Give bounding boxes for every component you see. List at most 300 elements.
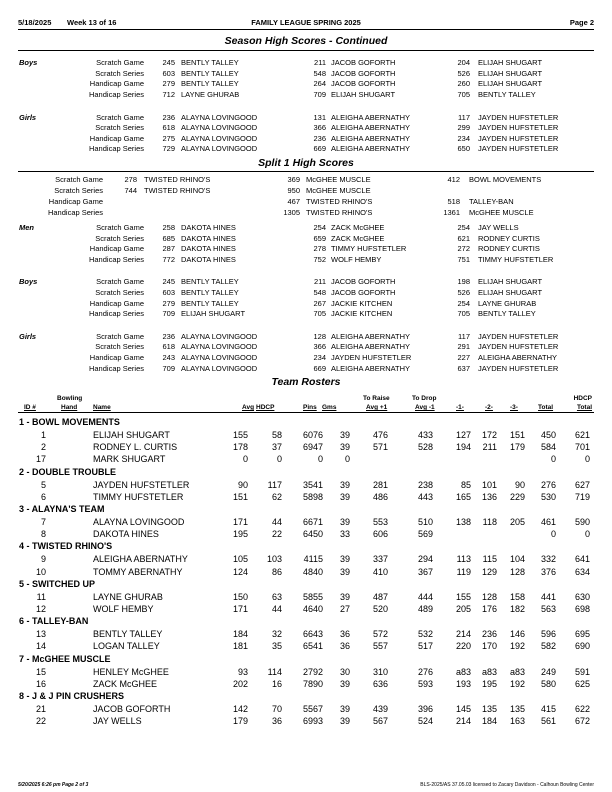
roster-value: 622 — [574, 704, 590, 714]
roster-value: 0 — [584, 529, 590, 540]
roster-value: 27 — [339, 604, 350, 614]
roster-value: 115 — [482, 554, 497, 565]
roster-value: 582 — [540, 641, 556, 652]
roster-value: 396 — [417, 704, 433, 714]
bowler-id: 1 — [40, 430, 46, 440]
team-name: BOWL MOVEMENTS — [469, 175, 542, 184]
roster-value: 113 — [456, 554, 471, 565]
roster-value: 39 — [339, 591, 350, 602]
bowler-id: 15 — [35, 666, 46, 677]
score-value: 245 — [162, 58, 175, 67]
roster-value: 93 — [237, 666, 248, 677]
roster-value: 176 — [481, 604, 497, 614]
score-value: 236 — [313, 133, 326, 143]
roster-value: 294 — [417, 554, 433, 565]
bowler-id: 8 — [40, 529, 46, 540]
score-value: 752 — [313, 255, 326, 265]
roster-value: 172 — [481, 430, 497, 440]
col-game2: -2- — [485, 404, 493, 411]
roster-value: 489 — [417, 604, 433, 614]
roster-value: 337 — [372, 554, 388, 565]
bowler-name: JACKIE KITCHEN — [331, 298, 393, 308]
score-value: 1305 — [283, 208, 300, 217]
bowler-name: ELIJAH SHUGART — [478, 68, 543, 78]
bowler-name: ELIJAH SHUGART — [93, 430, 170, 440]
score-value: 751 — [457, 255, 470, 265]
roster-value: 6076 — [302, 430, 323, 440]
roster-value: 151 — [509, 430, 525, 440]
score-value: 526 — [457, 68, 470, 78]
roster-value: 128 — [509, 566, 525, 577]
col-total: Total — [538, 404, 554, 411]
header-rule — [18, 29, 594, 30]
bowler-name: JACOB GOFORTH — [331, 58, 396, 67]
bowler-name: ELIJAH SHUGART — [181, 309, 246, 319]
bowler-name: TOMMY ABERNATHY — [93, 566, 183, 577]
score-category: Scratch Game — [96, 223, 144, 232]
score-value: 245 — [162, 277, 175, 287]
score-value: 548 — [313, 68, 326, 78]
score-value: 234 — [457, 133, 470, 143]
group-label: Girls — [19, 112, 37, 122]
roster-value: 165 — [455, 491, 471, 502]
bowler-id: 17 — [35, 454, 46, 465]
roster-value: 410 — [372, 566, 388, 577]
score-value: 369 — [287, 175, 300, 184]
roster-value: 135 — [481, 704, 497, 714]
roster-value: 698 — [574, 604, 590, 614]
group-label: Girls — [19, 331, 37, 341]
col-avg: Avg — [242, 404, 255, 411]
roster-value: 145 — [455, 704, 471, 714]
page-number: Page 2 — [569, 18, 594, 27]
team-name: McGHEE MUSCLE — [306, 186, 371, 195]
score-category: Handicap Series — [88, 363, 144, 373]
roster-value: 39 — [339, 517, 350, 527]
bowler-name: JAYDEN HUFSTETLER — [478, 144, 559, 153]
roster-value: 90 — [237, 479, 248, 490]
score-category: Handicap Series — [88, 144, 144, 153]
bowler-name: BENTLY TALLEY — [93, 629, 163, 640]
score-value: 637 — [457, 363, 470, 373]
roster-value: 214 — [455, 629, 471, 640]
roster-value: 118 — [482, 517, 497, 527]
roster-value: 179 — [509, 442, 525, 453]
team-name: McGHEE MUSCLE — [469, 208, 534, 217]
roster-value: 249 — [540, 666, 556, 677]
bowler-name: ALEIGHA ABERNATHY — [331, 144, 411, 153]
score-value: 709 — [162, 363, 175, 373]
roster-value: 170 — [481, 641, 497, 652]
roster-value: 105 — [232, 554, 248, 565]
roster-value: 155 — [232, 430, 248, 440]
score-value: 131 — [313, 112, 326, 122]
bowler-id: 7 — [40, 517, 46, 527]
bowler-name: JACOB GOFORTH — [331, 277, 396, 287]
bowler-name: ALAYNA LOVINGOOD — [181, 144, 258, 153]
score-category: Handicap Game — [89, 353, 144, 362]
col-raise-avg: Avg +1 — [366, 404, 388, 411]
score-category: Handicap Series — [88, 255, 144, 265]
bowler-name: TIMMY HUFSTETLER — [478, 255, 554, 265]
bowler-name: RODNEY CURTIS — [478, 244, 540, 254]
roster-value: 70 — [271, 704, 282, 714]
bowler-name: ALEIGHA ABERNATHY — [331, 363, 411, 373]
roster-value: 39 — [339, 491, 350, 502]
bowler-name: LOGAN TALLEY — [93, 641, 160, 652]
group-label: Boys — [19, 58, 38, 67]
roster-value: 150 — [232, 591, 248, 602]
roster-value: 193 — [455, 678, 471, 689]
roster-value: 6450 — [302, 529, 323, 540]
score-value: 236 — [162, 112, 175, 122]
roster-value: 553 — [372, 517, 388, 527]
score-category: Handicap Game — [89, 244, 144, 254]
bowler-name: BENTLY TALLEY — [478, 309, 536, 319]
roster-value: 443 — [417, 491, 433, 502]
roster-value: 205 — [509, 517, 525, 527]
roster-value: 461 — [540, 517, 556, 527]
roster-value: 179 — [232, 716, 248, 727]
bowler-name: ALEIGHA ABERNATHY — [478, 353, 558, 362]
bowler-name: ELIJAH SHUGART — [478, 288, 543, 297]
bowler-id: 12 — [35, 604, 46, 614]
bowler-name: ALEIGHA ABERNATHY — [331, 342, 411, 352]
score-value: 254 — [457, 298, 470, 308]
roster-value: 44 — [271, 517, 282, 527]
col-pins: Pins — [303, 404, 317, 411]
roster-value: 101 — [481, 479, 497, 490]
roster-value: 104 — [509, 554, 525, 565]
roster-value: 367 — [417, 566, 433, 577]
score-value: 772 — [162, 255, 175, 265]
score-value: 412 — [447, 175, 460, 184]
score-value: 278 — [124, 175, 137, 184]
roster-value: 192 — [509, 678, 525, 689]
bowler-id: 2 — [40, 442, 46, 453]
score-value: 366 — [313, 123, 326, 132]
bowler-name: JACOB GOFORTH — [331, 288, 396, 297]
roster-value: 4840 — [302, 566, 323, 577]
score-value: 705 — [313, 309, 326, 319]
team-name: TALLEY-BAN — [469, 197, 514, 206]
col-hdcp: HDCP — [256, 404, 275, 411]
roster-value: 561 — [540, 716, 556, 727]
roster-value: 22 — [271, 529, 282, 540]
roster-value: 16 — [271, 678, 282, 689]
score-value: 211 — [314, 277, 326, 287]
bowler-id: 6 — [40, 491, 46, 502]
roster-value: 593 — [417, 678, 433, 689]
bowler-name: JAYDEN HUFSTETLER — [478, 112, 559, 122]
bowler-id: 14 — [35, 641, 46, 652]
roster-value: 194 — [455, 442, 471, 453]
roster-value: 596 — [540, 629, 556, 640]
roster-value: 2792 — [302, 666, 323, 677]
roster-value: 229 — [509, 491, 525, 502]
score-value: 659 — [313, 233, 326, 243]
score-value: 603 — [162, 288, 175, 297]
roster-value: 36 — [339, 641, 350, 652]
roster-value: 441 — [540, 591, 556, 602]
roster-value: 184 — [232, 629, 248, 640]
roster-value: 5898 — [302, 491, 323, 502]
roster-value: 0 — [550, 529, 556, 540]
roster-value: 487 — [372, 591, 388, 602]
roster-value: 332 — [540, 554, 556, 565]
score-value: 467 — [287, 197, 300, 206]
roster-value: 236 — [481, 629, 497, 640]
bowler-name: DAKOTA HINES — [181, 223, 236, 232]
bowler-name: ALAYNA LOVINGOOD — [181, 331, 258, 341]
score-value: 744 — [124, 186, 137, 195]
bowler-name: ALEIGHA ABERNATHY — [331, 331, 411, 341]
roster-value: 114 — [267, 666, 282, 677]
col-raise: To Raise — [363, 395, 390, 402]
score-value: 243 — [162, 353, 175, 362]
col-name: Name — [93, 404, 111, 411]
roster-value: 124 — [232, 566, 248, 577]
roster-value: 63 — [271, 591, 282, 602]
bowler-name: DAKOTA HINES — [181, 233, 236, 243]
roster-value: 146 — [509, 629, 525, 640]
bowler-id: 21 — [35, 704, 46, 714]
score-value: 685 — [162, 233, 175, 243]
roster-value: 3541 — [302, 479, 323, 490]
bowler-name: JAYDEN HUFSTETLER — [93, 479, 190, 490]
score-value: 950 — [287, 186, 300, 195]
roster-value: a83 — [509, 666, 525, 677]
score-value: 705 — [457, 309, 470, 319]
score-value: 518 — [447, 197, 460, 206]
score-category: Handicap Series — [88, 309, 144, 319]
roster-value: 415 — [540, 704, 556, 714]
roster-value: 0 — [584, 454, 590, 465]
score-value: 287 — [162, 244, 175, 254]
roster-value: 0 — [242, 454, 248, 465]
team-title: 1 - BOWL MOVEMENTS — [19, 417, 120, 427]
roster-value: 0 — [550, 454, 556, 465]
bowler-name: HENLEY McGHEE — [93, 666, 169, 677]
score-value: 264 — [313, 79, 326, 88]
bowler-name: JAYDEN HUFSTETLER — [331, 353, 412, 362]
score-value: 236 — [162, 331, 175, 341]
score-value: 117 — [458, 112, 470, 122]
col-hdcp-total: HDCP — [573, 395, 592, 402]
team-title: 3 - ALAYNA'S TEAM — [19, 504, 105, 514]
roster-value: 103 — [266, 554, 282, 565]
roster-value: 36 — [271, 716, 282, 727]
roster-value: 517 — [417, 641, 433, 652]
score-value: 258 — [162, 223, 175, 232]
score-value: 709 — [313, 89, 326, 99]
footer-timestamp: 5/20/2025 6:26 pm Page 2 of 3 — [18, 782, 89, 788]
team-title: 7 - McGHEE MUSCLE — [19, 653, 111, 664]
score-value: 227 — [457, 353, 470, 362]
roster-value: 433 — [417, 430, 433, 440]
team-name: McGHEE MUSCLE — [306, 175, 371, 184]
score-value: 117 — [458, 331, 470, 341]
bowler-name: WOLF HEMBY — [93, 604, 154, 614]
roster-value: 486 — [372, 491, 388, 502]
roster-value: 163 — [509, 716, 525, 727]
bowler-name: BENTLY TALLEY — [181, 58, 239, 67]
roster-value: 580 — [540, 678, 556, 689]
col-game3: -3- — [510, 404, 518, 411]
roster-value: 36 — [339, 629, 350, 640]
roster-value: 0 — [317, 454, 323, 465]
score-value: 618 — [162, 123, 175, 132]
roster-value: 214 — [455, 716, 471, 727]
split-high-heading: Split 1 High Scores — [258, 157, 354, 169]
bowler-name: JAYDEN HUFSTETLER — [478, 133, 559, 143]
roster-value: 636 — [372, 678, 388, 689]
roster-value: 591 — [574, 666, 590, 677]
roster-value: 672 — [574, 716, 590, 727]
score-category: Scratch Game — [96, 112, 144, 122]
roster-value: 238 — [417, 479, 433, 490]
roster-value: 701 — [574, 442, 590, 453]
report-date: 5/18/2025 — [18, 18, 52, 27]
bowler-name: ZACK McGHEE — [331, 223, 385, 232]
roster-value: 6993 — [302, 716, 323, 727]
roster-value: 39 — [339, 566, 350, 577]
roster-value: 37 — [271, 442, 282, 453]
score-category: Scratch Series — [95, 123, 144, 132]
score-value: 279 — [162, 79, 175, 88]
bowler-name: DAKOTA HINES — [181, 244, 236, 254]
bowler-id: 10 — [35, 566, 46, 577]
bowler-name: LAYNE GHURAB — [93, 591, 163, 602]
score-value: 204 — [457, 58, 470, 67]
footer-license: BLS-2025/AS 37.05.03 licensed to Zacary Davidson - Calhoun Bowling Center — [420, 782, 594, 788]
team-name: TWISTED RHINO'S — [306, 208, 373, 217]
roster-value: 135 — [509, 704, 525, 714]
bowler-name: JAY WELLS — [93, 716, 142, 727]
score-value: 272 — [457, 244, 470, 254]
roster-value: 58 — [271, 430, 282, 440]
roster-value: 184 — [481, 716, 497, 727]
bowler-id: 22 — [35, 716, 46, 727]
bowler-name: ALEIGHA ABERNATHY — [93, 554, 188, 565]
team-title: 4 - TWISTED RHINO'S — [19, 541, 113, 552]
bowler-id: 9 — [40, 554, 46, 565]
roster-value: 192 — [509, 641, 525, 652]
score-value: 267 — [313, 298, 326, 308]
score-value: 650 — [457, 144, 470, 153]
bowler-name: BENTLY TALLEY — [478, 89, 536, 99]
roster-value: 439 — [372, 704, 388, 714]
roster-value: 202 — [232, 678, 248, 689]
score-value: 211 — [314, 58, 326, 67]
team-score-category: Handicap Game — [48, 197, 103, 206]
score-value: 729 — [162, 144, 175, 153]
roster-value: 276 — [417, 666, 433, 677]
roster-value: 195 — [481, 678, 497, 689]
roster-value: 85 — [460, 479, 471, 490]
bowler-name: BENTLY TALLEY — [181, 288, 239, 297]
bowler-name: ALEIGHA ABERNATHY — [331, 123, 411, 132]
roster-value: 142 — [232, 704, 248, 714]
score-value: 254 — [457, 223, 470, 232]
bowler-name: ELIJAH SHUGART — [478, 58, 543, 67]
roster-value: 621 — [574, 430, 590, 440]
score-value: 279 — [162, 298, 175, 308]
score-category: Scratch Series — [95, 342, 144, 352]
bowler-name: BENTLY TALLEY — [181, 277, 239, 287]
roster-value: 35 — [271, 641, 282, 652]
roster-value: 528 — [417, 442, 433, 453]
report-week: Week 13 of 16 — [67, 18, 117, 27]
score-category: Handicap Game — [89, 298, 144, 308]
roster-value: 181 — [232, 641, 248, 652]
score-value: 254 — [313, 223, 326, 232]
bowler-name: ALEIGHA ABERNATHY — [331, 112, 411, 122]
bowler-name: ALAYNA LOVINGOOD — [181, 112, 258, 122]
bowler-name: ELIJAH SHUGART — [478, 277, 543, 287]
roster-value: 62 — [271, 491, 282, 502]
roster-value: 625 — [574, 678, 590, 689]
roster-value: 524 — [417, 716, 433, 727]
team-score-category: Handicap Series — [47, 208, 103, 217]
bowler-name: ELIJAH SHUGART — [331, 89, 396, 99]
roster-value: 569 — [417, 529, 433, 540]
score-category: Handicap Series — [88, 89, 144, 99]
roster-value: 695 — [574, 629, 590, 640]
roster-value: 39 — [339, 716, 350, 727]
col-drop-avg: Avg -1 — [415, 404, 435, 411]
bowler-name: ALAYNA LOVINGOOD — [181, 342, 258, 352]
bowler-name: JAYDEN HUFSTETLER — [478, 363, 559, 373]
score-value: 278 — [313, 244, 326, 254]
roster-value: 155 — [455, 591, 471, 602]
roster-value: 641 — [574, 554, 590, 565]
roster-value: 0 — [276, 454, 282, 465]
bowler-name: ALAYNA LOVINGOOD — [181, 133, 258, 143]
bowler-name: ALAYNA LOVINGOOD — [181, 353, 258, 362]
group-label: Men — [19, 223, 34, 232]
roster-value: 5855 — [302, 591, 323, 602]
roster-value: 158 — [509, 591, 525, 602]
score-value: 603 — [162, 68, 175, 78]
team-title: 2 - DOUBLE TROUBLE — [19, 466, 117, 477]
roster-value: 6541 — [302, 641, 323, 652]
score-value: 366 — [313, 342, 326, 352]
roster-value: 530 — [540, 491, 556, 502]
roster-value: 39 — [339, 430, 350, 440]
roster-value: 634 — [574, 566, 590, 577]
roster-value: 128 — [481, 591, 497, 602]
score-value: 548 — [313, 288, 326, 297]
col-gms: Gms — [322, 404, 337, 411]
roster-value: 567 — [372, 716, 388, 727]
roster-value: 30 — [339, 666, 350, 677]
roster-value: 627 — [574, 479, 590, 490]
team-title: 6 - TALLEY-BAN — [19, 616, 89, 627]
bowler-name: JACOB GOFORTH — [331, 79, 396, 88]
roster-value: 178 — [232, 442, 248, 453]
roster-value: 117 — [267, 479, 282, 490]
roster-value: 44 — [271, 604, 282, 614]
roster-value: 6671 — [302, 517, 323, 527]
roster-value: 444 — [417, 591, 433, 602]
score-value: 705 — [457, 89, 470, 99]
score-value: 618 — [162, 342, 175, 352]
bowler-id: 13 — [35, 629, 46, 640]
bowler-name: JACKIE KITCHEN — [331, 309, 393, 319]
roster-value: 310 — [372, 666, 388, 677]
roster-value: 39 — [339, 479, 350, 490]
